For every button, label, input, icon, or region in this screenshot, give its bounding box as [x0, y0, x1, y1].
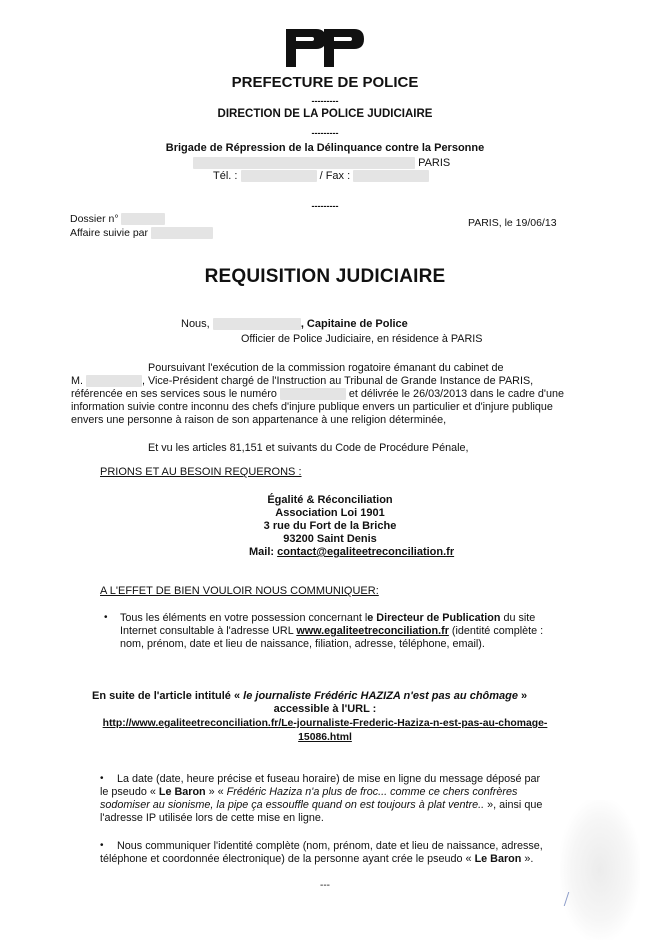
affaire-label: Affaire suivie par	[70, 227, 149, 239]
article-title: le journaliste Frédéric HAZIZA n'est pas au chômage	[243, 690, 518, 702]
officer-rank: , Capitaine de Police	[300, 318, 408, 330]
body-text: téléphone et coordonnée électronique) de la personne ayant crée le pseudo «	[100, 853, 475, 865]
place-date: PARIS, le 19/06/13	[468, 217, 557, 229]
body-text: du site	[500, 612, 536, 624]
article-line	[92, 690, 527, 702]
recipient-city: 93200 Saint Denis	[283, 533, 377, 545]
dossier-label: Dossier n°	[70, 213, 119, 225]
separator: ---------	[311, 96, 339, 106]
body-line	[71, 375, 533, 387]
request-item-line	[100, 786, 517, 798]
body-text: En suite de l'article intitulé «	[92, 690, 244, 702]
request-item-line	[100, 853, 533, 865]
body-text: ».	[521, 853, 534, 865]
document-title: REQUISITION JUDICIAIRE	[204, 266, 446, 287]
redacted-block	[121, 213, 165, 225]
tel-label: Tél. :	[213, 170, 238, 182]
recipient-mail-line	[249, 546, 454, 558]
contact-line	[213, 170, 429, 182]
body-text: », ainsi que	[484, 799, 543, 811]
pseudo: Le Baron	[158, 786, 206, 798]
body-text: le pseudo «	[100, 786, 159, 798]
officer-role: Officier de Police Judiciaire, en résidence à PARIS	[241, 333, 483, 345]
request-heading: A L'EFFET DE BIEN VOULOIR NOUS COMMUNIQUER:	[100, 585, 379, 597]
address-line	[193, 157, 450, 169]
request-item: Nous communiquer l'identité complète (nom, prénom, date et lieu de naissance, adresse,	[117, 840, 543, 852]
mail-link[interactable]: contact@egaliteetreconciliation.fr	[277, 546, 455, 558]
quote: Frédéric Haziza n'a plus de froc... comme ce chers confrères	[226, 786, 518, 798]
body-text: référencée en ses services sous le numéro	[71, 388, 277, 400]
request-item: La date (date, heure précise et fuseau horaire) de mise en ligne du message déposé par	[117, 773, 541, 785]
recipient-name: Égalité & Réconciliation	[267, 494, 393, 506]
prions-heading: PRIONS ET AU BESOIN REQUERONS :	[100, 466, 302, 478]
body-line: Poursuivant l'exécution de la commission rogatoire émanant du cabinet de	[148, 362, 504, 374]
page-footer: ---	[320, 880, 330, 891]
direction-name: DIRECTION DE LA POLICE JUDICIAIRE	[217, 108, 433, 120]
brigade-name: Brigade de Répression de la Délinquance contre la Personne	[165, 142, 485, 154]
pseudo: Le Baron	[474, 853, 522, 865]
affaire-line	[70, 227, 213, 239]
bullet-icon: •	[104, 612, 108, 623]
body-line: envers une personne à raison de son appartenance à une religion déterminée,	[71, 414, 447, 426]
mail-label: Mail:	[249, 546, 275, 558]
scan-smudge	[560, 800, 640, 940]
body-text: » «	[205, 786, 227, 798]
nous-label: Nous,	[181, 318, 210, 330]
articles-line: Et vu les articles 81,151 et suivants du Code de Procédure Pénale,	[148, 442, 469, 454]
request-item-line	[100, 799, 542, 811]
request-item-line: l'adresse IP utilisée lors de cette mise en ligne.	[100, 812, 324, 824]
body-text: et délivrée le 26/03/2013 dans le cadre d'une	[348, 388, 565, 400]
body-text: »	[518, 690, 528, 702]
body-line: information suivie contre inconnu des chefs d'injure publique envers un particulier et d'injure publique	[71, 401, 553, 413]
m-label: M.	[71, 375, 83, 387]
officer-line	[181, 318, 408, 330]
separator: ---------	[311, 201, 339, 211]
body-text: Internet consultable à l'adresse URL	[120, 625, 297, 637]
redacted-block	[213, 318, 301, 330]
request-item-line: nom, prénom, date et lieu de naissance, filiation, adresse, téléphone, email).	[120, 638, 485, 650]
org-name: PREFECTURE DE POLICE	[231, 74, 419, 91]
body-text: e Directeur de Publication	[367, 612, 501, 624]
separator: ---------	[311, 128, 339, 138]
fax-label: / Fax :	[319, 170, 351, 182]
article-url[interactable]: http://www.egaliteetreconciliation.fr/Le-journaliste-Frederic-Haziza-n-est-pas-au-chomage-	[102, 718, 548, 729]
article-url-label: accessible à l'URL :	[273, 703, 377, 715]
article-url-cont[interactable]: 15086.html	[298, 732, 352, 743]
dossier-line	[70, 213, 165, 225]
body-text: (identité complète :	[448, 625, 544, 637]
request-item-line	[120, 625, 543, 637]
prefecture-logo	[280, 27, 370, 71]
request-item	[120, 612, 535, 624]
redacted-block	[353, 170, 429, 182]
bullet-icon: •	[100, 773, 104, 784]
quote: sodomiser au sionisme, la pipe ça essouffle quand on est toujours à plat ventre..	[100, 799, 485, 811]
bullet-icon: •	[100, 840, 104, 851]
city: PARIS	[418, 157, 451, 169]
recipient-street: 3 rue du Fort de la Briche	[263, 520, 397, 532]
redacted-block	[193, 157, 415, 169]
redacted-block	[151, 227, 213, 239]
body-text: Tous les éléments en votre possession concernant l	[120, 612, 368, 624]
site-link[interactable]: www.egaliteetreconciliation.fr	[296, 625, 449, 637]
redacted-block	[241, 170, 317, 182]
body-line	[71, 388, 564, 400]
body-text: , Vice-Président chargé de l'Instruction au Tribunal de Grande Instance de PARIS,	[142, 375, 534, 387]
redacted-block	[280, 388, 346, 400]
redacted-block	[86, 375, 142, 387]
recipient-assoc: Association Loi 1901	[275, 507, 385, 519]
